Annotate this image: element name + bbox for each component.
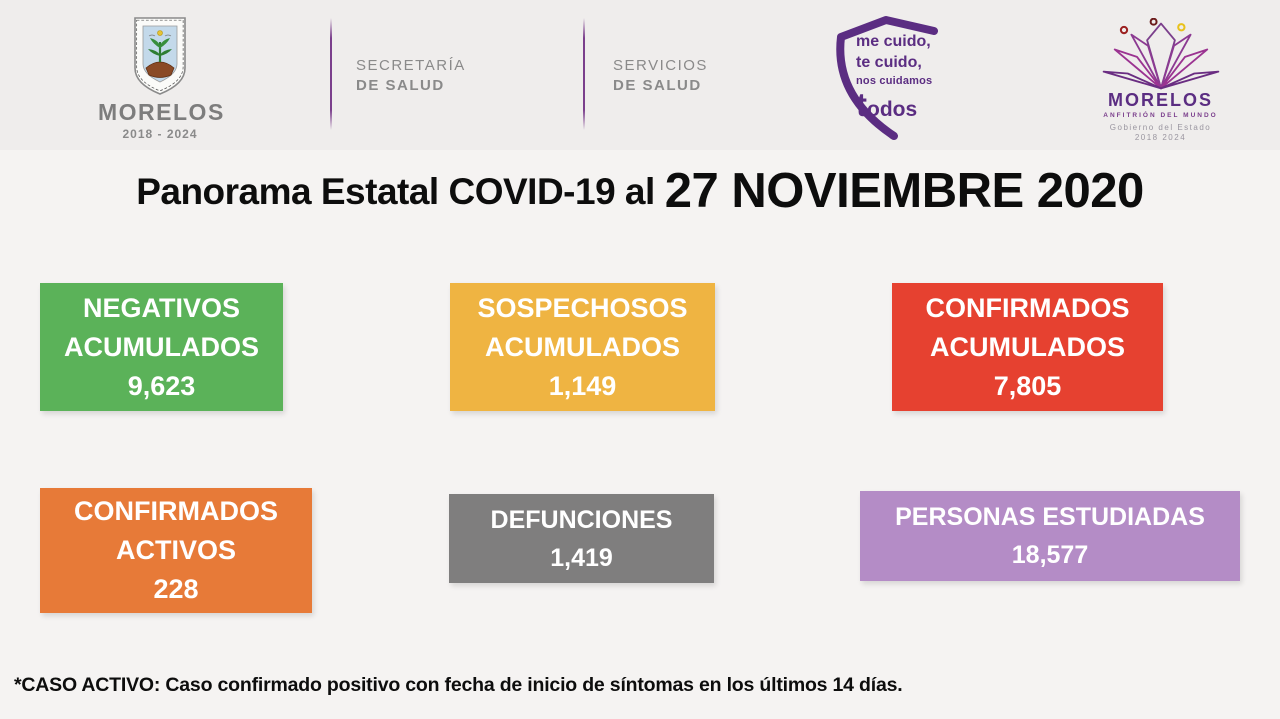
secretaria-line2: DE SALUD — [356, 77, 445, 94]
stat-label: SOSPECHOSOS — [477, 292, 688, 323]
morelos-coat-of-arms-logo — [98, 16, 225, 141]
header-divider — [330, 18, 332, 130]
me-cuido-line1: me cuido, — [856, 33, 931, 50]
me-cuido-line4: todos — [856, 86, 918, 123]
stat-label: ACUMULADOS — [930, 331, 1125, 362]
stat-box-confirmados-acumulados — [892, 283, 1163, 411]
me-cuido-line2: te cuido, — [856, 54, 922, 71]
coat-of-arms-years: 2018 - 2024 — [122, 127, 198, 141]
stat-label: CONFIRMADOS — [74, 496, 278, 526]
me-cuido-line3: nos cuidamos — [856, 75, 933, 87]
servicios-line2: DE SALUD — [613, 77, 702, 94]
secretaria-de-salud-wordmark — [356, 57, 466, 94]
morelos-anfitrion-logo — [1088, 18, 1233, 142]
stat-label: PERSONAS ESTUDIADAS — [895, 503, 1205, 531]
stat-box-personas-estudiadas — [860, 491, 1240, 581]
stat-box-negativos-acumulados — [40, 283, 283, 411]
stat-value: 7,805 — [993, 370, 1062, 401]
servicios-line1: SERVICIOS — [613, 57, 708, 74]
stat-value: 18,577 — [1011, 541, 1089, 569]
stat-label: DEFUNCIONES — [490, 505, 673, 534]
stat-label: ACTIVOS — [115, 535, 236, 565]
servicios-de-salud-wordmark — [613, 57, 708, 94]
stat-box-sospechosos-acumulados — [450, 283, 715, 411]
anfitrion-years: 2018 2024 — [1134, 133, 1187, 142]
anfitrion-state-name: MORELOS — [1107, 90, 1213, 110]
title-date: 27 NOVIEMBRE 2020 — [664, 164, 1144, 218]
stat-label: ACUMULADOS — [64, 331, 259, 362]
header-bar — [0, 0, 1280, 150]
title-prefix: Panorama Estatal COVID-19 al — [136, 171, 655, 212]
stat-value: 1,149 — [548, 370, 617, 401]
stat-box-confirmados-activos — [40, 488, 312, 613]
coat-of-arms-state-name: MORELOS — [98, 99, 225, 125]
page-title — [0, 163, 1280, 219]
me-cuido-campaign-logo — [830, 14, 950, 142]
stat-label: CONFIRMADOS — [925, 292, 1130, 323]
stat-value: 9,623 — [127, 370, 196, 401]
stat-value: 228 — [153, 574, 199, 604]
header-divider — [583, 18, 585, 130]
stat-label: ACUMULADOS — [485, 331, 680, 362]
anfitrion-tagline: ANFITRIÓN DEL MUNDO — [1103, 112, 1218, 119]
secretaria-line1: SECRETARÍA — [356, 57, 466, 74]
stat-value: 1,419 — [550, 543, 613, 572]
anfitrion-government-line: Gobierno del Estado — [1109, 123, 1212, 132]
stat-box-defunciones — [449, 494, 714, 583]
me-cuido-text — [856, 34, 950, 121]
caso-activo-definition-note: *CASO ACTIVO: Caso confirmado positivo con fecha de inicio de síntomas en los últimos 14 días. — [14, 674, 903, 696]
lotus-flower-icon — [1096, 18, 1226, 92]
stat-label: NEGATIVOS — [82, 292, 241, 323]
morelos-coat-of-arms-icon — [132, 16, 188, 96]
